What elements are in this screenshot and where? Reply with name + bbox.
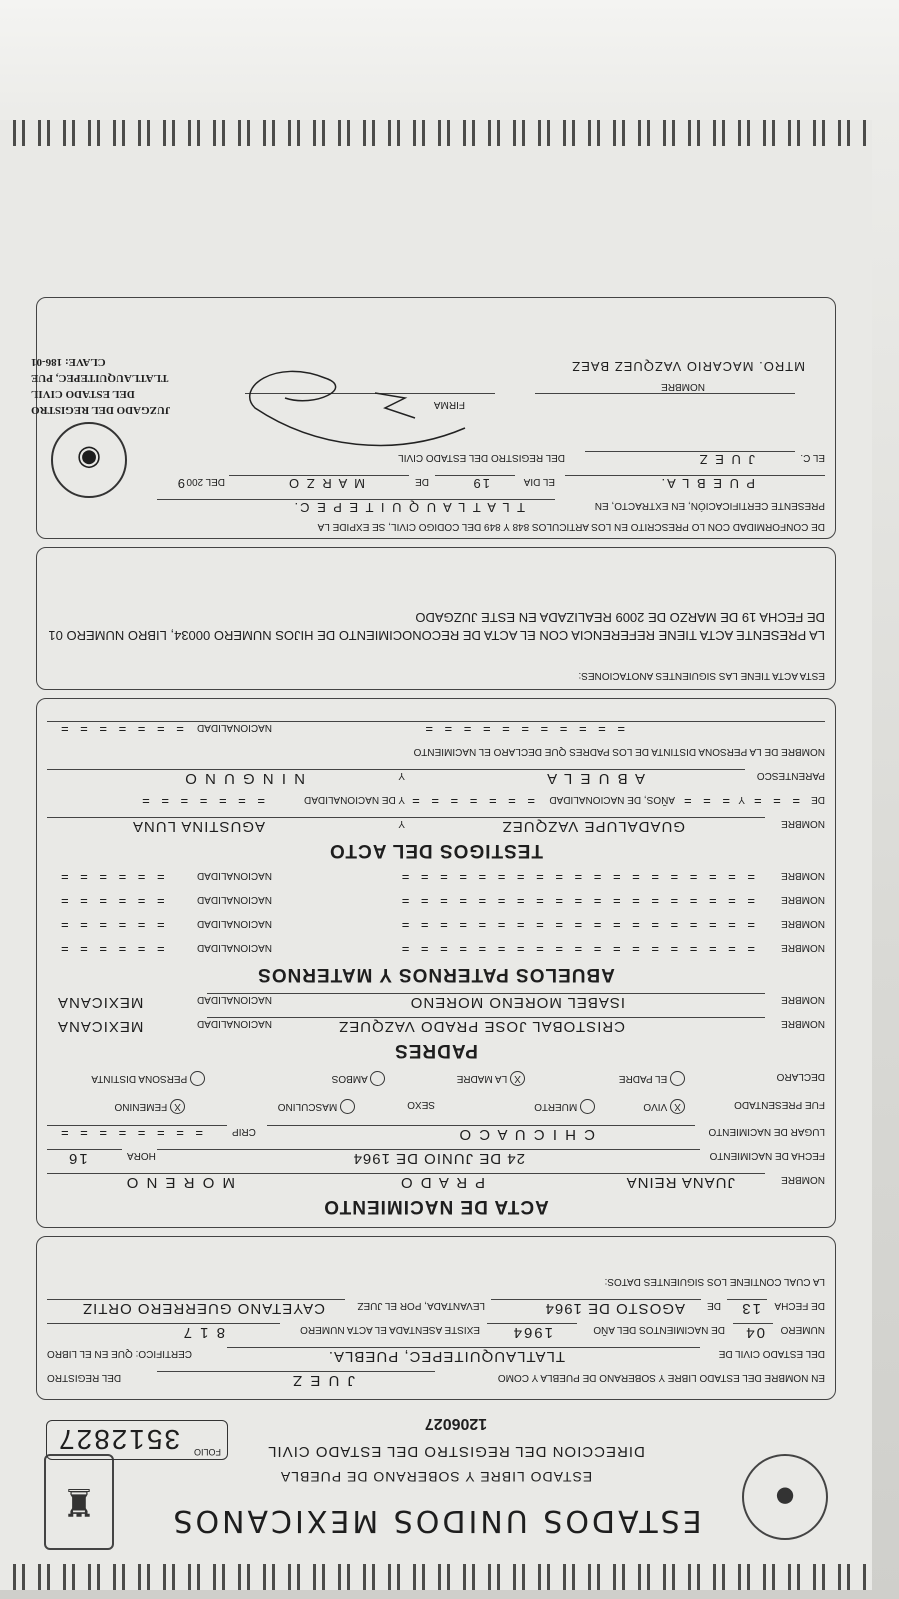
birth-hour-label: HORA: [127, 1150, 156, 1161]
declared-label: DECLARO: [776, 1071, 825, 1082]
declared-row: [47, 1067, 825, 1091]
grandparent-nationality-label: NACIONALIDAD: [197, 870, 273, 881]
witness-and: Y: [398, 818, 405, 829]
kinship-and: Y: [398, 770, 405, 781]
father-name-label: NOMBRE: [781, 1018, 825, 1029]
vivo-checkbox: X: [670, 1099, 685, 1114]
folio-label: FOLIO: [193, 1447, 221, 1457]
birth-record-block: [36, 698, 836, 1228]
document-code: 1206027: [424, 1415, 488, 1432]
cert-line2-suffix: CERTIFICO: QUE EN EL LIBRO: [47, 1348, 193, 1359]
cert-numero-label: NUMERO: [780, 1324, 825, 1335]
cert-fecha-label: DE FECHA: [774, 1300, 825, 1311]
grandparent-name: = = = = = = = = = = = = = = = = = = =: [397, 894, 755, 909]
cert-de-label: DE: [707, 1300, 721, 1311]
birth-place: C H I C U A C O: [457, 1126, 595, 1143]
femenino-checkbox: X: [170, 1099, 185, 1114]
puebla-coat-of-arms-icon: ♜: [44, 1454, 114, 1550]
cert-libro-number: 04: [744, 1324, 765, 1341]
stamp-line-4: CLAVE: 186-01: [31, 356, 106, 368]
femenino-label: FEMENINO: [114, 1100, 168, 1112]
closing-year-label: DEL 200: [186, 476, 225, 487]
persona-distinta-label: PERSONA DISTINTA: [91, 1072, 188, 1084]
muerto-label: MUERTO: [534, 1100, 578, 1112]
grandparent-nationality: = = = = = =: [57, 918, 165, 933]
closing-line-2-prefix: PRESENTE CERTIFICACIÓN, EN EXTRACTO, EN: [594, 500, 825, 511]
cert-acta-number: 8 1 7: [181, 1324, 225, 1341]
document-title: ESTADOS UNIDOS MEXICANOS: [170, 1503, 702, 1538]
presented-label: FUE PRESENTADO: [734, 1099, 825, 1110]
cert-line1-suffix: DEL REGISTRO: [47, 1372, 122, 1383]
masculino-label: MASCULINO: [277, 1100, 338, 1112]
witness-2-name: AGUSTINA LUNA: [131, 818, 265, 835]
witness-years-nationality-label: AÑOS, DE NACIONALIDAD: [549, 794, 675, 805]
grandparent-nationality: = = = = = =: [57, 942, 165, 957]
kinship-label: PARENTESCO: [756, 770, 825, 781]
grandparent-name: = = = = = = = = = = = = = = = = = = =: [397, 918, 755, 933]
witness-1-age: = = =: [750, 794, 800, 809]
witness-1-kinship: A B U E L A: [545, 770, 645, 787]
grandparent-name-label: NOMBRE: [781, 894, 825, 905]
closing-state: P U E B L A.: [659, 476, 755, 491]
muerto-checkbox: [580, 1099, 595, 1114]
closing-day-label: EL DIA: [523, 476, 555, 487]
cert-judge-name: CAYETANO GUERRERO ORTIZ: [81, 1300, 325, 1317]
witness-1-name: GUADALUPE VAZQUEZ: [501, 818, 685, 835]
grandparent-name: = = = = = = = = = = = = = = = = = = =: [397, 942, 755, 957]
cert-line4-mid: LEVANTADA, POR EL JUEZ: [357, 1300, 485, 1311]
stamp-line-3: TLATLAUQUITEPEC, PUE: [31, 372, 169, 384]
grandparent-name-label: NOMBRE: [781, 942, 825, 953]
stamp-line-1: JUZGADO DEL REGISTRO: [31, 404, 171, 416]
witnesses-title: TESTIGOS DEL ACTO: [328, 840, 544, 861]
mother-nationality-label: NACIONALIDAD: [197, 994, 273, 1005]
cert-line5: LA CUAL CONTIENE LOS SIGUIENTES DATOS:: [604, 1276, 825, 1287]
persona-distinta-checkbox: [190, 1071, 205, 1086]
other-declarant-nationality-label: NACIONALIDAD: [197, 722, 273, 733]
witness-2-nationality: = = = = = = =: [138, 794, 265, 809]
cert-day: 13: [740, 1300, 761, 1317]
witness-nationality-label: Y DE NACIONALIDAD: [304, 794, 405, 805]
sex-label: SEXO: [407, 1099, 435, 1110]
padre-option-label: EL PADRE: [618, 1072, 668, 1084]
birth-date: 24 DE JUNIO DE 1964: [352, 1150, 525, 1167]
ambos-option-label: AMBOS: [331, 1072, 368, 1084]
birth-record-title: ACTA DE NACIMIENTO: [323, 1196, 549, 1217]
closing-year-digit: 9: [175, 476, 185, 491]
given-names: JUANA REINA: [625, 1174, 735, 1191]
grandparent-nationality-label: NACIONALIDAD: [197, 942, 273, 953]
birth-hour: 16: [67, 1150, 88, 1167]
witness-2-kinship: N I N G U N O: [183, 770, 305, 787]
closing-citizen-label: EL C.: [800, 452, 825, 463]
stamp-line-2: DEL ESTADO CIVIL: [31, 388, 135, 400]
witness-age-de: DE: [811, 794, 825, 805]
decorative-frame-bottom: [0, 120, 872, 146]
annotations-block: [36, 547, 836, 690]
witness-and-2: Y: [738, 794, 745, 805]
cert-year: 1964: [511, 1324, 553, 1341]
grandparent-name: = = = = = = = = = = = = = = = = = = =: [397, 870, 755, 885]
madre-checkbox: X: [510, 1071, 525, 1086]
closing-place: T L A T L A U Q U I T E P E C.: [292, 500, 525, 515]
father-nationality-label: NACIONALIDAD: [197, 1018, 273, 1029]
other-declarant-label: NOMBRE DE LA PERSONA DISTINTA DE LOS PADRES QUE DECLARO EL NACIMIENTO: [413, 746, 825, 757]
court-stamp: [31, 354, 181, 418]
cert-place: TLATLAUQUITEPEC, PUEBLA.: [327, 1348, 565, 1365]
madre-option-label: LA MADRE: [456, 1072, 508, 1084]
grandparents-title: ABUELOS PATERNOS Y MATERNOS: [257, 964, 615, 985]
cert-line1-prefix: EN NOMBRE DEL ESTADO LIBRE Y SOBERANO DE PUEBLA Y COMO: [497, 1372, 825, 1383]
closing-de-label: DE: [415, 476, 429, 487]
masculino-checkbox: [340, 1099, 355, 1114]
birth-place-label: LUGAR DE NACIMIENTO: [708, 1126, 825, 1137]
decorative-frame-top: [0, 1564, 872, 1590]
cert-month: AGOSTO DE 1964: [544, 1300, 685, 1317]
folio-number: 3512827: [57, 1424, 181, 1455]
grandparent-nationality-label: NACIONALIDAD: [197, 894, 273, 905]
closing-registry-label: DEL REGISTRO DEL ESTADO CIVIL: [398, 452, 565, 463]
parents-title: PADRES: [394, 1040, 478, 1061]
registry-subtitle: DIRECCION DEL REGISTRO DEL ESTADO CIVIL: [267, 1443, 645, 1460]
closing-block: [31, 297, 836, 539]
national-eagle-seal-icon: ●: [742, 1454, 828, 1540]
certification-block: [36, 1236, 836, 1400]
witness-1-nationality: = = = = = = =: [408, 794, 535, 809]
crip-label: CRIP: [232, 1126, 256, 1137]
father-name: CRISTOBAL JOSE PRADO VAZQUEZ: [338, 1018, 625, 1035]
grandparent-nationality-label: NACIONALIDAD: [197, 918, 273, 929]
closing-line-1: DE CONFORMIDAD CON LO PRESCRITO EN LOS ARTICULOS 848 Y 849 DEL CODIGO CIVIL, SE EXPIDE LA: [317, 521, 825, 532]
mother-nationality: MEXICANA: [57, 994, 144, 1011]
grandparent-nationality: = = = = = =: [57, 894, 165, 909]
grandparent-name-label: NOMBRE: [781, 870, 825, 881]
ambos-checkbox: [370, 1071, 385, 1086]
official-signature: [215, 348, 475, 468]
witness-2-age: = = =: [680, 794, 730, 809]
closing-official-title: J U E Z: [697, 452, 755, 467]
cert-office: J U E Z: [290, 1372, 355, 1389]
witness-name-label: NOMBRE: [781, 818, 825, 829]
annotations-text: LA PRESENTE ACTA TIENE REFERENCIA CON EL ACTA DE RECONOCIMIENTO DE HIJOS NUMERO 00034, LIBRO NUMERO 01 DE FECHA 19 DE MARZO DE 2009 REALIZADA EN ESTE JUZGADO: [48, 610, 825, 643]
state-subtitle: ESTADO LIBRE Y SOBERANO DE PUEBLA: [279, 1469, 593, 1485]
second-surname: M O R E N O: [124, 1174, 235, 1191]
father-nationality: MEXICANA: [57, 1018, 144, 1035]
birth-date-label: FECHA DE NACIMIENTO: [709, 1150, 825, 1161]
vivo-label: VIVO: [643, 1100, 668, 1112]
official-name: MTRO. MACARIO VAZQUEZ BAEZ: [571, 359, 805, 374]
other-declarant-name: = = = = = = = = = = =: [421, 722, 625, 737]
birth-certificate-sheet: [0, 120, 872, 1590]
official-seal-icon: ◉: [51, 422, 127, 498]
document-header: [36, 1400, 836, 1560]
mother-name-label: NOMBRE: [781, 994, 825, 1005]
presented-row: [47, 1095, 825, 1119]
crip-value: = = = = = = = =: [57, 1126, 204, 1141]
padre-checkbox: [670, 1071, 685, 1086]
annotations-heading: ESTA ACTA TIENE LAS SIGUIENTES ANOTACIONES:: [578, 670, 825, 681]
cert-line3-mid: DE NACIMIENTOS DEL AÑO: [593, 1324, 725, 1335]
mother-name: ISABEL MORENO MORENO: [409, 994, 625, 1011]
cert-line2-prefix: DEL ESTADO CIVIL DE: [718, 1348, 825, 1359]
name-label: NOMBRE: [781, 1174, 825, 1185]
official-name-label: NOMBRE: [661, 381, 705, 392]
grandparent-nationality: = = = = = =: [57, 870, 165, 885]
grandparent-name-label: NOMBRE: [781, 918, 825, 929]
first-surname: P R A D O: [398, 1174, 485, 1191]
cert-line3-mid2: EXISTE ASENTADA EL ACTA NUMERO: [300, 1324, 480, 1335]
closing-month: M A R Z O: [287, 476, 365, 491]
other-declarant-nationality: = = = = = = =: [57, 722, 184, 737]
closing-day: 19: [471, 476, 490, 491]
signature-label: FIRMA: [433, 399, 465, 410]
